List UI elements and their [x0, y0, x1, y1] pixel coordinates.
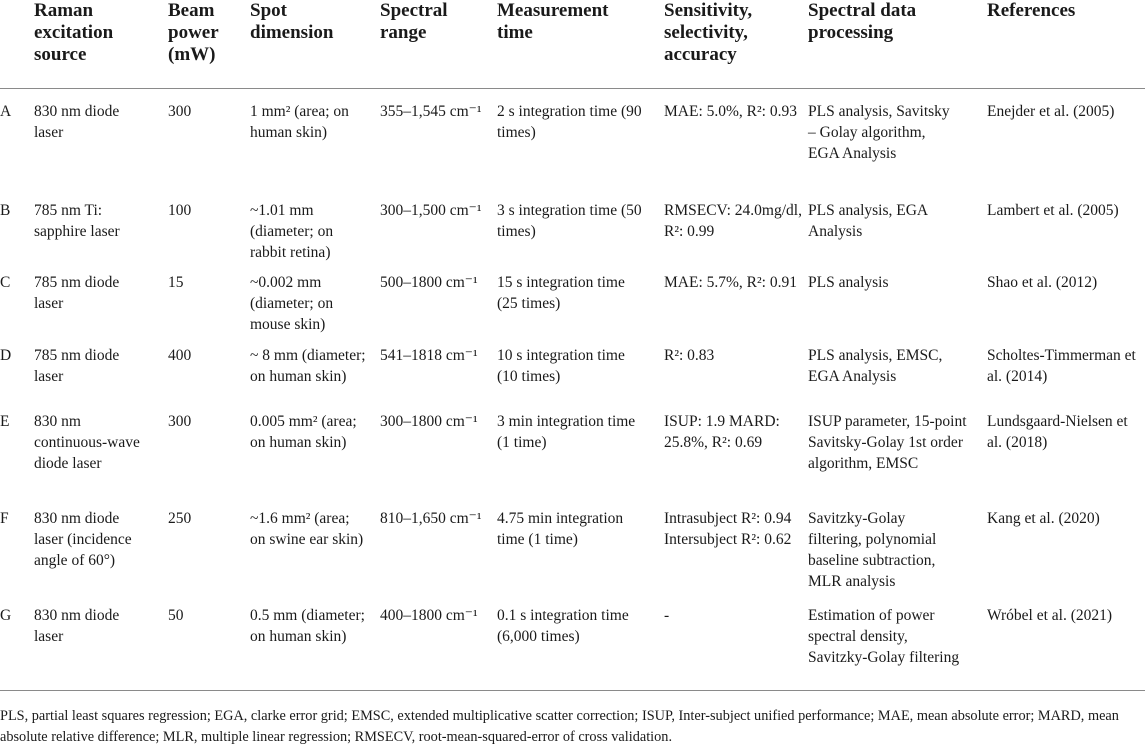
header-spot: Spot dimension [250, 0, 334, 43]
table-row [0, 191, 1145, 263]
cell-accuracy: MAE: 5.7%, R²: 0.91 [664, 274, 797, 291]
cell-reference: Scholtes-Timmerman et al. (2014) [987, 347, 1136, 385]
row-id: B [0, 202, 11, 219]
cell-source: 785 nm Ti: sapphire laser [34, 202, 120, 240]
row-id: G [0, 607, 12, 624]
header-power: Beam power (mW) [168, 0, 219, 65]
cell-spot: ~ 8 mm (diameter; on human skin) [250, 347, 366, 385]
cell-range: 500–1800 cm⁻¹ [380, 274, 478, 291]
cell-accuracy: Intrasubject R²: 0.94 Intersubject R²: 0.62 [664, 510, 792, 548]
cell-time: 0.1 s integration time (6,000 times) [497, 607, 629, 645]
table-row [0, 88, 1145, 191]
header-source: Raman excitation source [34, 0, 114, 65]
table-footnote: PLS, partial least squares regression; EGA, clarke error grid; EMSC, extended multiplicative scatter correction; ISUP, Inter-subject unified performance; MAE, mean absolute error; MARD, mean absolute relative difference; MLR, multiple linear regression; RMSECV, root-mean-squared-error of cross validation. [0, 708, 1119, 745]
row-id: C [0, 274, 11, 291]
cell-power: 15 [168, 274, 184, 291]
cell-reference: Kang et al. (2020) [987, 510, 1100, 527]
table-row [0, 402, 1145, 499]
cell-reference: Shao et al. (2012) [987, 274, 1098, 291]
cell-accuracy: RMSECV: 24.0mg/dl, R²: 0.99 [664, 202, 802, 240]
table-row [0, 263, 1145, 336]
cell-time: 4.75 min integration time (1 time) [497, 510, 624, 548]
cell-accuracy: MAE: 5.0%, R²: 0.93 [664, 102, 797, 120]
cell-processing: PLS analysis, EGA Analysis [808, 202, 928, 240]
cell-processing: PLS analysis, EMSC, EGA Analysis [808, 347, 943, 385]
cell-source: 830 nm diode laser [34, 102, 120, 141]
cell-processing: ISUP parameter, 15-point Savitsky-Golay 1st order algorithm, EMSC [808, 413, 967, 472]
cell-time: 3 min integration time (1 time) [497, 413, 636, 451]
cell-processing: PLS analysis [808, 274, 889, 291]
cell-power: 50 [168, 607, 184, 624]
cell-spot: 1 mm² (area; on human skin) [250, 102, 349, 141]
cell-time: 2 s integration time (90 times) [497, 102, 642, 141]
cell-spot: ~1.6 mm² (area; on swine ear skin) [250, 510, 364, 548]
row-id: F [0, 510, 9, 527]
cell-processing: Savitzky-Golay filtering, polynomial baseline subtraction, MLR analysis [808, 510, 937, 590]
row-id: D [0, 347, 12, 364]
cell-time: 10 s integration time (10 times) [497, 347, 625, 385]
cell-range: 400–1800 cm⁻¹ [380, 607, 478, 624]
table-header-row [0, 0, 1145, 88]
cell-time: 15 s integration time (25 times) [497, 274, 625, 312]
cell-processing: Estimation of power spectral density, Savitzky-Golay filtering [808, 607, 960, 666]
cell-range: 355–1,545 cm⁻¹ [380, 102, 482, 120]
cell-power: 400 [168, 347, 192, 364]
cell-accuracy: R²: 0.83 [664, 347, 715, 364]
cell-spot: 0.005 mm² (area; on human skin) [250, 413, 357, 451]
header-references: References [987, 0, 1076, 21]
cell-reference: Wróbel et al. (2021) [987, 607, 1113, 624]
header-time: Measurement time [497, 0, 609, 43]
table-row [0, 336, 1145, 402]
header-accuracy: Sensitivity, selectivity, accuracy [664, 0, 753, 65]
cell-reference: Lundsgaard-Nielsen et al. (2018) [987, 413, 1128, 451]
cell-reference: Lambert et al. (2005) [987, 202, 1119, 219]
cell-time: 3 s integration time (50 times) [497, 202, 642, 240]
table-row [0, 499, 1145, 596]
cell-range: 541–1818 cm⁻¹ [380, 347, 478, 364]
cell-power: 300 [168, 413, 192, 430]
table-row [0, 596, 1145, 690]
cell-power: 250 [168, 510, 192, 527]
cell-reference: Enejder et al. (2005) [987, 102, 1115, 120]
cell-source: 830 nm continuous-wave diode laser [34, 413, 140, 472]
cell-source: 785 nm diode laser [34, 274, 120, 312]
cell-spot: ~1.01 mm (diameter; on rabbit retina) [250, 202, 334, 261]
cell-spot: 0.5 mm (diameter; on human skin) [250, 607, 365, 645]
cell-source: 785 nm diode laser [34, 347, 120, 385]
cell-spot: ~0.002 mm (diameter; on mouse skin) [250, 274, 334, 333]
row-id: A [0, 102, 12, 120]
cell-processing: PLS analysis, Savitsky – Golay algorithm, EGA Analysis [808, 102, 950, 162]
cell-accuracy: ISUP: 1.9 MARD: 25.8%, R²: 0.69 [664, 413, 780, 451]
cell-accuracy: - [664, 607, 670, 624]
cell-source: 830 nm diode laser [34, 607, 120, 645]
header-processing: Spectral data processing [808, 0, 917, 43]
cell-source: 830 nm diode laser (incidence angle of 60°) [34, 510, 132, 569]
row-id: E [0, 413, 10, 430]
cell-range: 300–1800 cm⁻¹ [380, 413, 478, 430]
header-range: Spectral range [380, 0, 448, 43]
cell-range: 810–1,650 cm⁻¹ [380, 510, 482, 527]
cell-power: 100 [168, 202, 192, 219]
cell-power: 300 [168, 102, 192, 120]
cell-range: 300–1,500 cm⁻¹ [380, 202, 482, 219]
